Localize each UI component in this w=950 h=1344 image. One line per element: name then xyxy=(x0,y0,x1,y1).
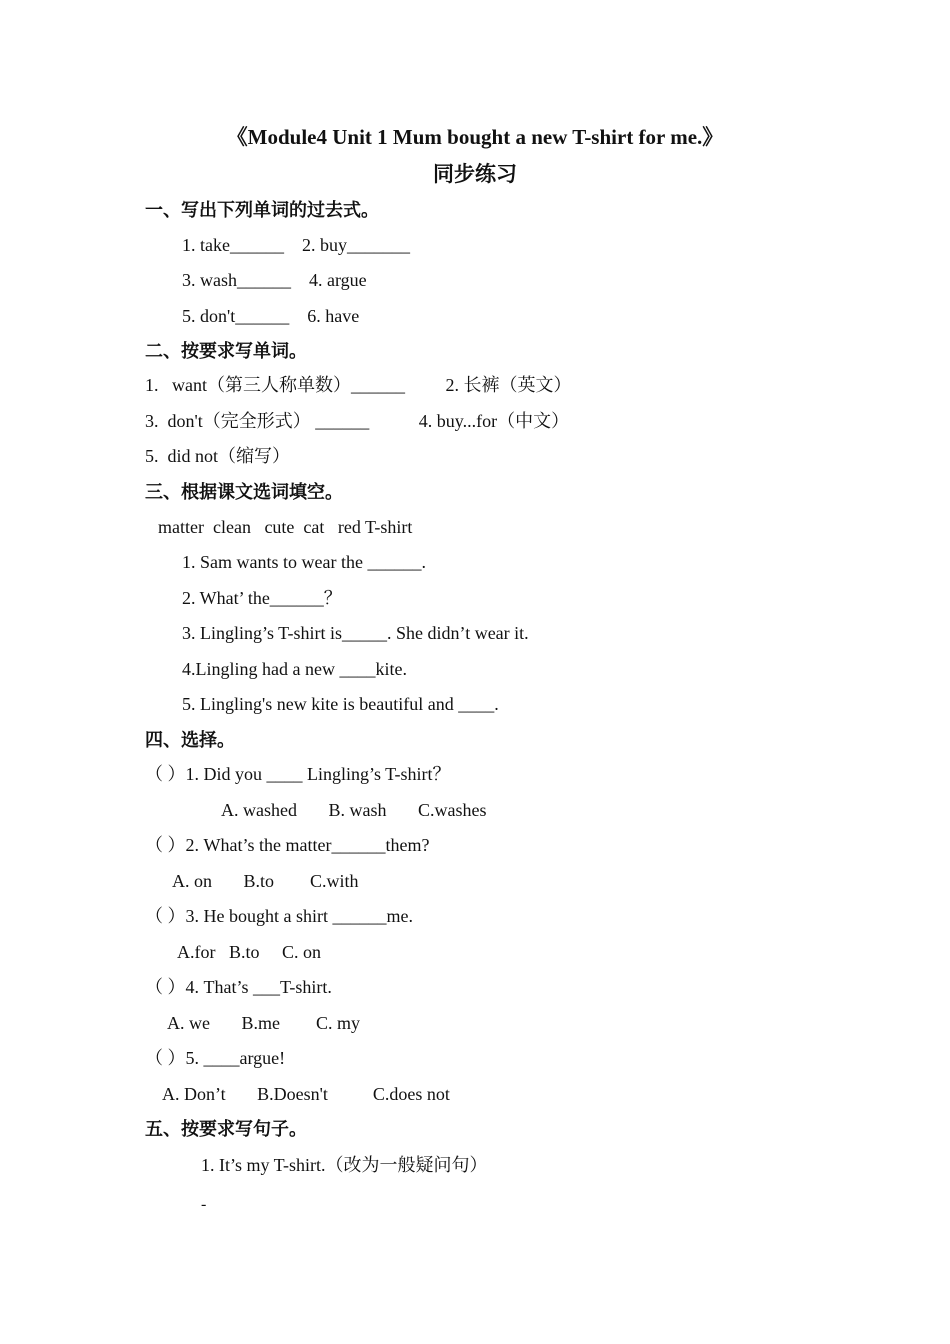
section-3-line: 4.Lingling had a new ____kite. xyxy=(182,659,407,679)
section-1-heading: 一、写出下列单词的过去式。 xyxy=(145,200,379,220)
section-5-line: 1. It’s my T-shirt.（改为一般疑问句） xyxy=(201,1155,488,1175)
section-3-line: 1. Sam wants to wear the ______. xyxy=(182,552,426,572)
section-2-line: 5. did not（缩写） xyxy=(145,446,291,466)
question-options: A. we B.me C. my xyxy=(167,1013,360,1033)
section-3-heading: 三、根据课文选词填空。 xyxy=(145,482,343,502)
question-options: A.for B.to C. on xyxy=(177,942,321,962)
question-options: A. on B.to C.with xyxy=(172,871,359,891)
section-3-line: 2. What’ the______？ xyxy=(182,588,342,608)
question-options: A. washed B. wash C.washes xyxy=(221,800,487,820)
question-stem: （ ）3. He bought a shirt ______me. xyxy=(145,906,413,926)
section-4-heading: 四、选择。 xyxy=(145,730,235,750)
trail-mark: - xyxy=(201,1196,207,1213)
question-stem: （ ）4. That’s ___T-shirt. xyxy=(145,977,332,997)
section-3-line: 3. Lingling’s T-shirt is_____. She didn’t wear it. xyxy=(182,623,529,643)
section-5-heading: 五、按要求写句子。 xyxy=(145,1119,307,1139)
question-stem: （ ）2. What’s the matter______them? xyxy=(145,835,430,855)
section-3-line: 5. Lingling's new kite is beautiful and ____. xyxy=(182,694,499,714)
question-stem: （ ）1. Did you ____ Lingling’s T-shirt？ xyxy=(145,764,451,784)
section-2-heading: 二、按要求写单词。 xyxy=(145,341,307,361)
worksheet-title: 《Module4 Unit 1 Mum bought a new T-shirt for me.》 xyxy=(226,125,724,149)
worksheet-subtitle: 同步练习 xyxy=(433,162,517,186)
section-1-line: 1. take______ 2. buy_______ xyxy=(182,235,410,255)
question-options: A. Don’t B.Doesn't C.does not xyxy=(162,1084,450,1104)
section-1-line: 3. wash______ 4. argue xyxy=(182,270,367,290)
word-bank: matter clean cute cat red T-shirt xyxy=(158,517,413,537)
section-2-line: 3. don't（完全形式） ______ 4. buy...for（中文） xyxy=(145,411,570,431)
section-1-line: 5. don't______ 6. have xyxy=(182,306,360,326)
section-2-line: 1. want（第三人称单数）______ 2. 长裤（英文） xyxy=(145,375,572,395)
question-stem: （ ）5. ____argue! xyxy=(145,1048,286,1068)
